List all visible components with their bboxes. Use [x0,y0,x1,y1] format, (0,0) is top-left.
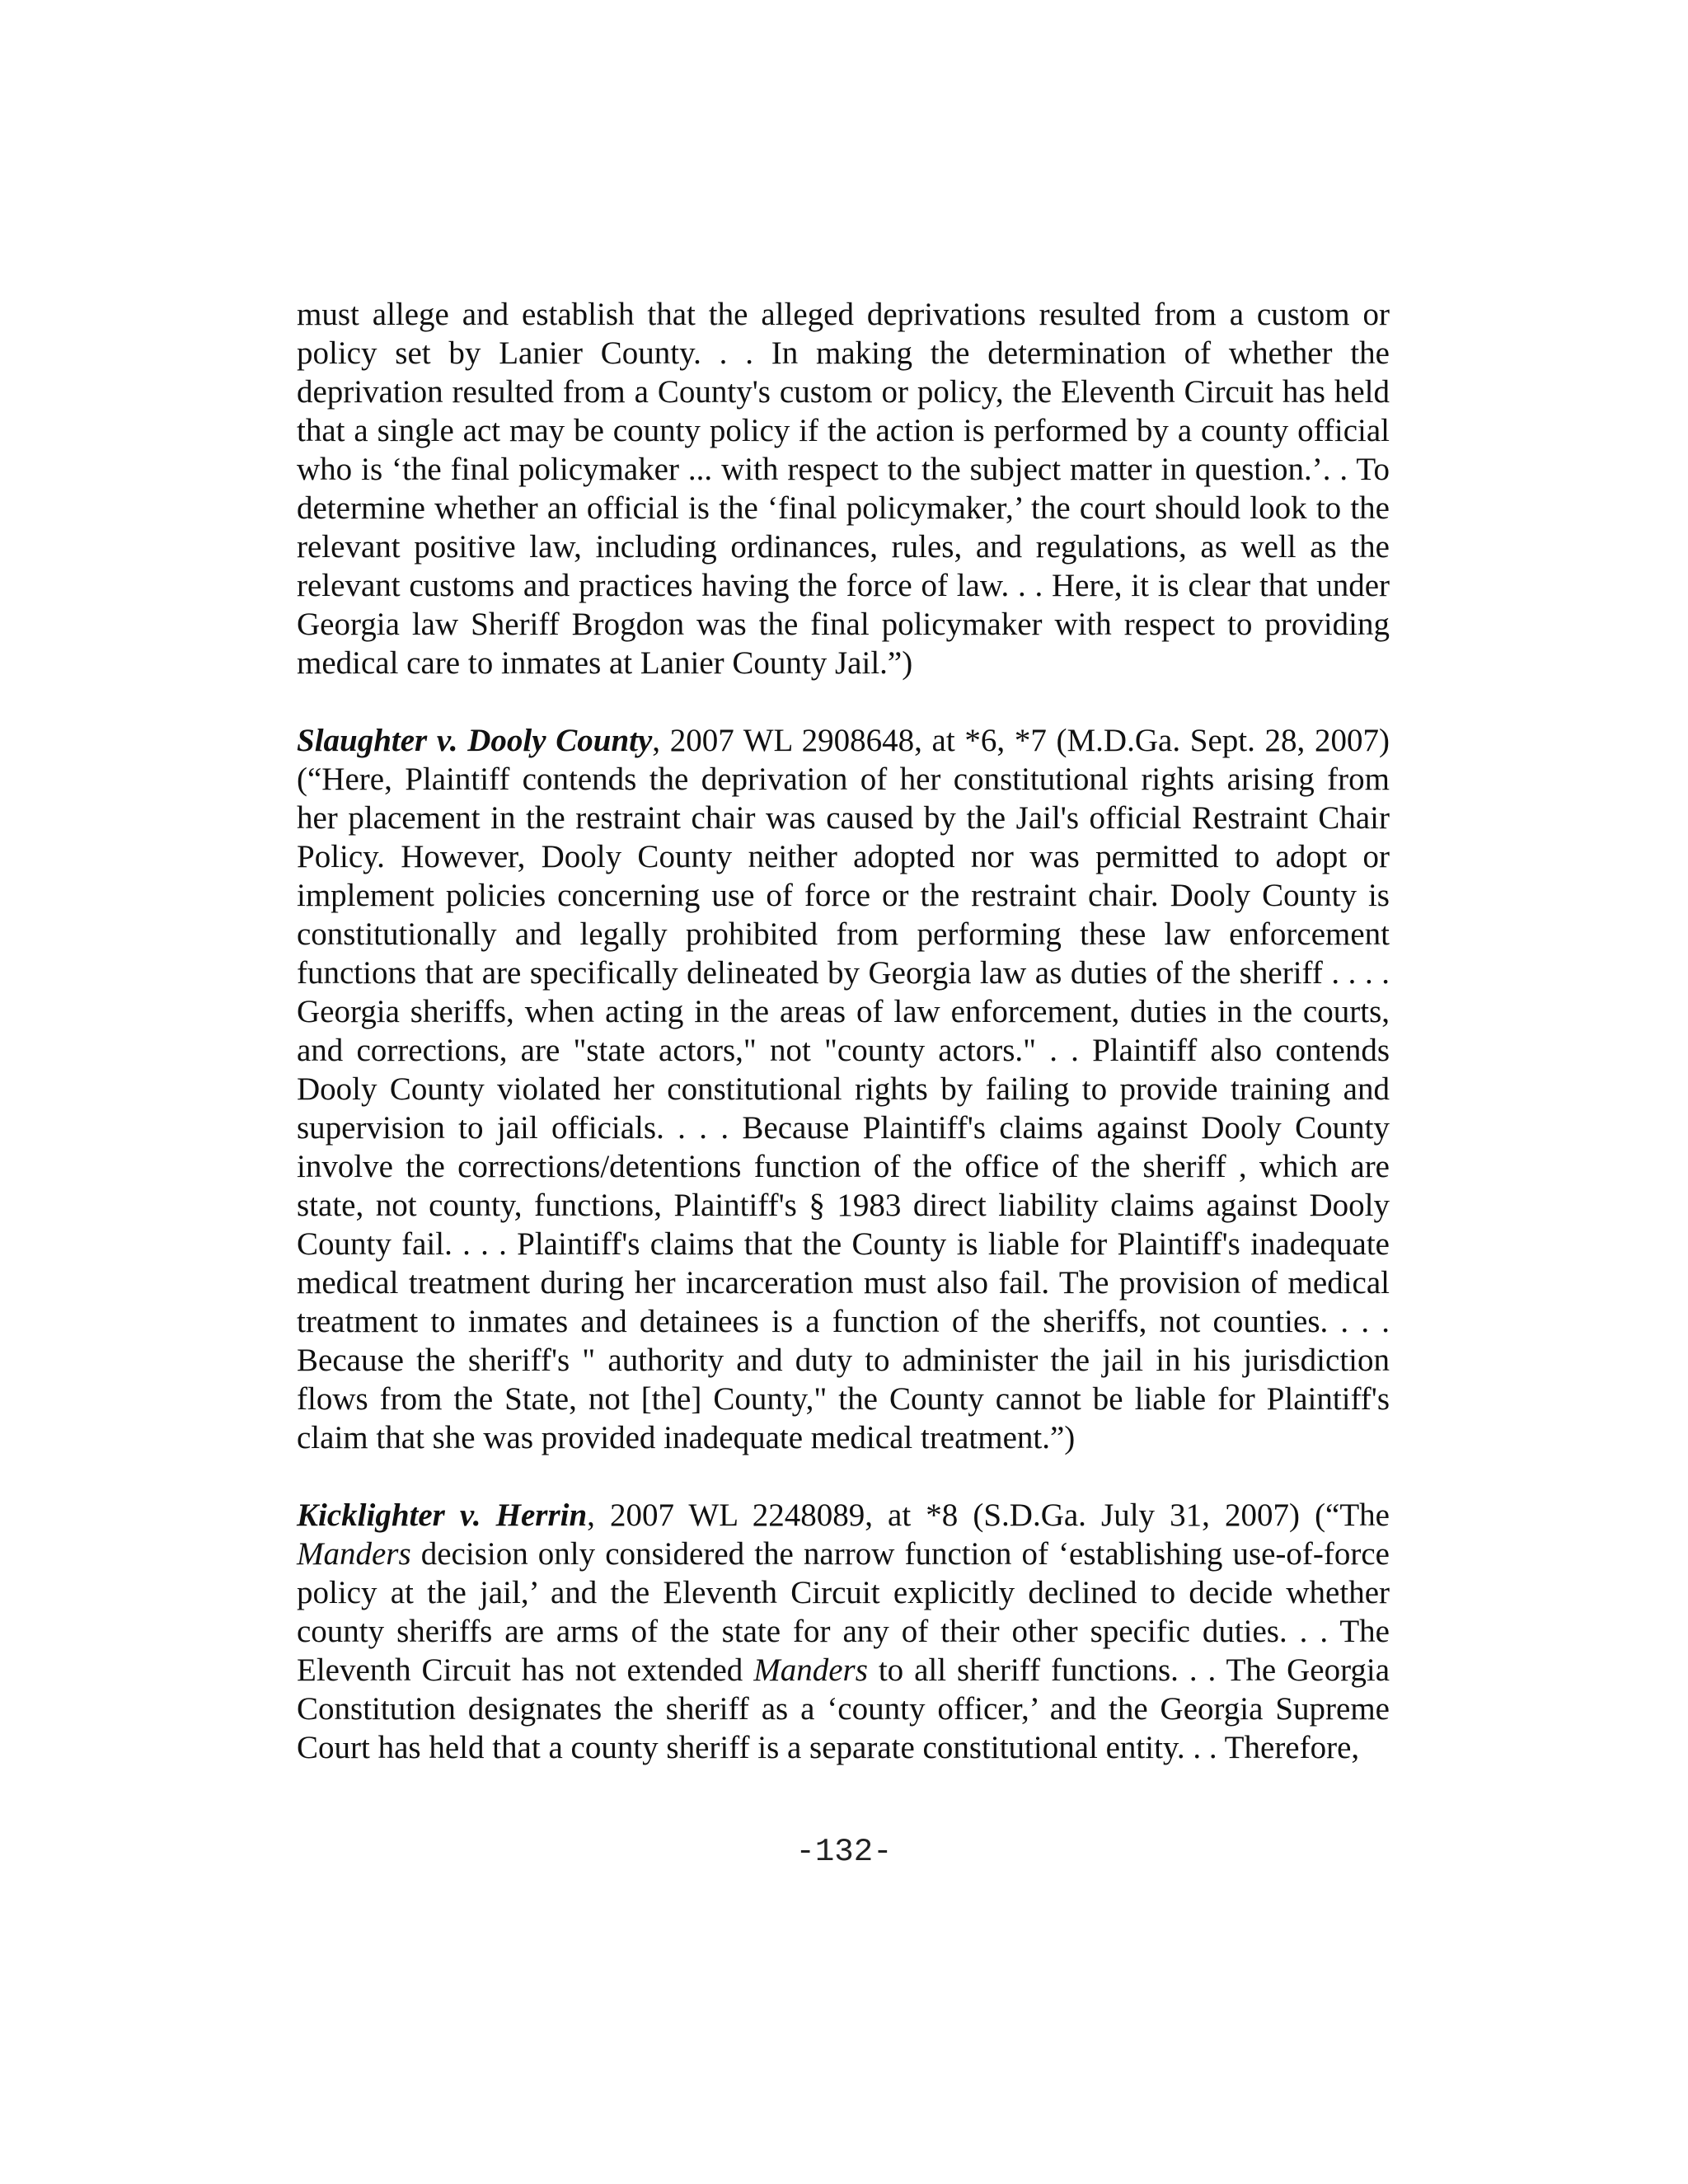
case-reference-manders: Manders [297,1536,411,1572]
paragraph-kicklighter-v-herrin [297,1496,1390,1767]
page-number: -132- [795,1834,893,1870]
paragraph-text: , 2007 WL 2248089, at *8 (S.D.Ga. July 31, 2007) (“The [587,1497,1390,1533]
paragraph-text: to all sheriff functions. . . The Georgia Constitution designates the sheriff as a ‘county officer,’ and the Georgia Supreme Court has held that a county sheriff is a separate constitutional entity. . . Therefore, [297,1652,1390,1765]
document-body [297,295,1390,1767]
case-name-kicklighter-v-herrin: Kicklighter v. Herrin [297,1497,588,1533]
case-reference-manders: Manders [753,1652,868,1688]
paragraph-text: must allege and establish that the alleged deprivations resulted from a custom or policy set by Lanier County. . . In making the determination of whether the deprivation resulted from a County's custom or policy, the Eleventh Circuit has held that a single act may be county policy if the action is performed by a county official who is ‘the final policymaker ... with respect to the subject matter in question.’. . To determine whether an official is the ‘final policymaker,’ the court should look to the relevant positive law, including ordinances, rules, and regulations, as well as the relevant customs and practices having the force of law. . . Here, it is clear that under Georgia law Sheriff Brogdon was the final policymaker with respect to providing medical care to inmates at Lanier County Jail.”) [297,297,1390,681]
paragraph-slaughter-v-dooly-county [297,721,1390,1457]
paragraph-lanier-county-quote [297,295,1390,682]
paragraph-text: , 2007 WL 2908648, at *6, *7 (M.D.Ga. Sept. 28, 2007) (“Here, Plaintiff contends the deprivation of her constitutional rights arising from her placement in the restraint chair was caused by the Jail's official Restraint Chair Policy. However, Dooly County neither adopted nor was permitted to adopt or implement policies concerning use of force or the restraint chair. Dooly County is constitutionally and legally prohibited from performing these law enforcement functions that are specifically delineated by Georgia law as duties of the sheriff . . . . Georgia sheriffs, when acting in the areas of law enforcement, duties in the courts, and corrections, are "state actors," not "county actors." . . Plaintiff also contends Dooly County violated her constitutional rights by failing to provide training and supervision to jail officials. . . . Because Plaintiff's claims against Dooly County involve the corrections/detentions function of the office of the sheriff , which are state, not county, functions, Plaintiff's § 1983 direct liability claims against Dooly County fail. . . . Plaintiff's claims that the County is liable for Plaintiff's inadequate medical treatment during her incarceration must also fail. The provision of medical treatment to inmates and detainees is a function of the sheriffs, not counties. . . . Because the sheriff's " authority and duty to administer the jail in his jurisdiction flows from the State, not [the] County," the County cannot be liable for Plaintiff's claim that she was provided inadequate medical treatment.”) [297,723,1390,1455]
paragraph-text: decision only considered the narrow function of ‘establishing use-of-force policy at the jail,’ and the Eleventh Circuit explicitly declined to decide whether county sheriffs are arms of the state for any of their other specific duties. . . The Eleventh Circuit has not extended [297,1536,1390,1688]
case-name-slaughter-v-dooly-county: Slaughter v. Dooly County [297,723,653,758]
